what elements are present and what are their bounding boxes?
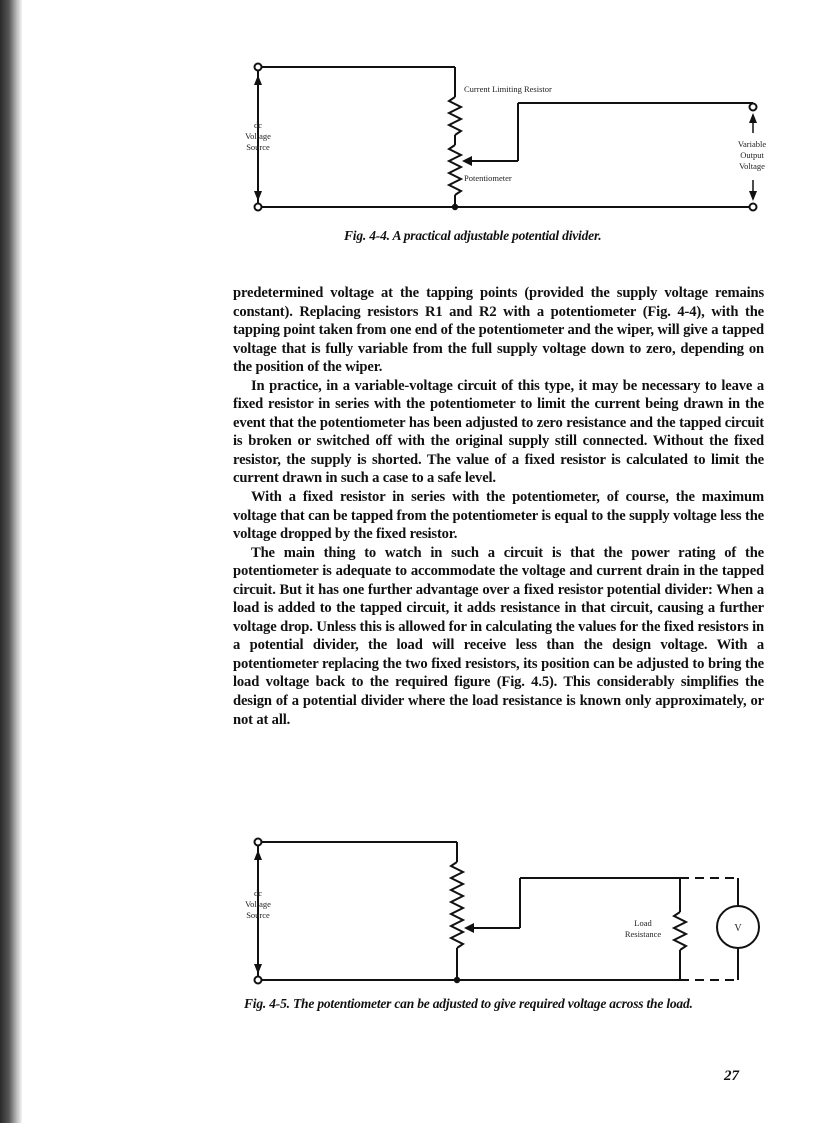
wiper-arrow: [462, 156, 472, 166]
wiper-arrow: [464, 923, 474, 933]
label-potentiometer: Potentiometer: [464, 173, 512, 183]
output-arrow-down: [749, 191, 757, 201]
paragraph: In practice, in a variable-voltage circuit of this type, it may be necessary to leave a fixed resistor in series with the potentiometer to limit the current being drawn in the event that the potentiometer has been adjusted to zero resistance and the tapped circuit is broken or switched off with the original supply still connected. Without the fixed resistor, the supply is shorted. The value of a fixed resistor is calculated to limit the current drawn in such a case to a safe level.: [233, 377, 764, 487]
label-resistance: Resistance: [624, 929, 662, 939]
potentiometer: [449, 145, 461, 195]
current-limiting-resistor: [449, 97, 461, 135]
output-arrow-up: [749, 113, 757, 123]
source-arrow-up: [254, 850, 262, 860]
figure-4-4-diagram: [240, 55, 780, 230]
source-arrow-down: [254, 964, 262, 974]
label-voltage: Voltage: [245, 899, 271, 909]
terminal-top-left: [255, 64, 262, 71]
figure-4-5-caption: Fig. 4-5. The potentiometer can be adjusted to give required voltage across the load.: [244, 996, 693, 1011]
figure-4-4-caption: Fig. 4-4. A practical adjustable potential divider.: [344, 228, 602, 243]
terminal-top-left: [255, 839, 262, 846]
label-load: Load: [634, 918, 652, 928]
figure-4-5-diagram: [240, 830, 780, 990]
terminal-output-top: [750, 104, 757, 111]
paragraph: predetermined voltage at the tapping points (provided the supply voltage remains constant). Replacing resistors R1 and R2 with a potentiometer (Fig. 4-4), with the tapping point taken from one end of the potentiometer and the wiper, will give a tapped voltage that is fully variable from the full supply voltage down to zero, depending on the position of the wiper.: [233, 285, 764, 376]
potentiometer: [451, 862, 463, 948]
label-output-voltage: Voltage: [739, 161, 765, 171]
terminal-bottom-left: [255, 204, 262, 211]
paragraph: With a fixed resistor in series with the potentiometer, of course, the maximum voltage that can be tapped from the potentiometer is equal to the supply voltage less the voltage dropped by the fixed resistor.: [233, 489, 764, 543]
source-arrow-down: [254, 191, 262, 201]
junction-dot: [454, 977, 460, 983]
junction-dot: [452, 204, 458, 210]
page-number: 27: [724, 1068, 739, 1084]
body-text: [233, 284, 764, 729]
load-resistance: [674, 912, 686, 950]
label-variable: Variable: [737, 139, 767, 149]
paragraph: The main thing to watch in such a circuit is that the power rating of the potentiometer is adequate to accommodate the voltage and current drain in the tapped circuit. But it has one further advantage over a fixed resistor potential divider: When a load is added to the tapped circuit, it adds resistance in that circuit, causing a further voltage drop. Unless this is allowed for in calculating the values for the fixed resistors in a potential divider, the load will receive less than the design voltage. With a potentiometer replacing the two fixed resistors, its position can be adjusted to bring the load voltage back to the required figure (Fig. 4.5). This considerably simplifies the design of a potential divider where the load resistance is known only approximately, or not at all.: [233, 544, 764, 728]
label-voltage: Voltage: [245, 131, 271, 141]
label-voltmeter: V: [734, 923, 742, 934]
label-current-limiting-resistor: Current Limiting Resistor: [464, 84, 552, 94]
terminal-output-bottom: [750, 204, 757, 211]
terminal-bottom-left: [255, 977, 262, 984]
book-spine-shadow: [0, 0, 22, 1123]
label-dc: dc: [253, 888, 263, 898]
label-source: Source: [246, 142, 270, 152]
label-source: Source: [246, 910, 270, 920]
label-dc: dc: [253, 120, 263, 130]
source-arrow-up: [254, 75, 262, 85]
label-output: Output: [740, 150, 764, 160]
